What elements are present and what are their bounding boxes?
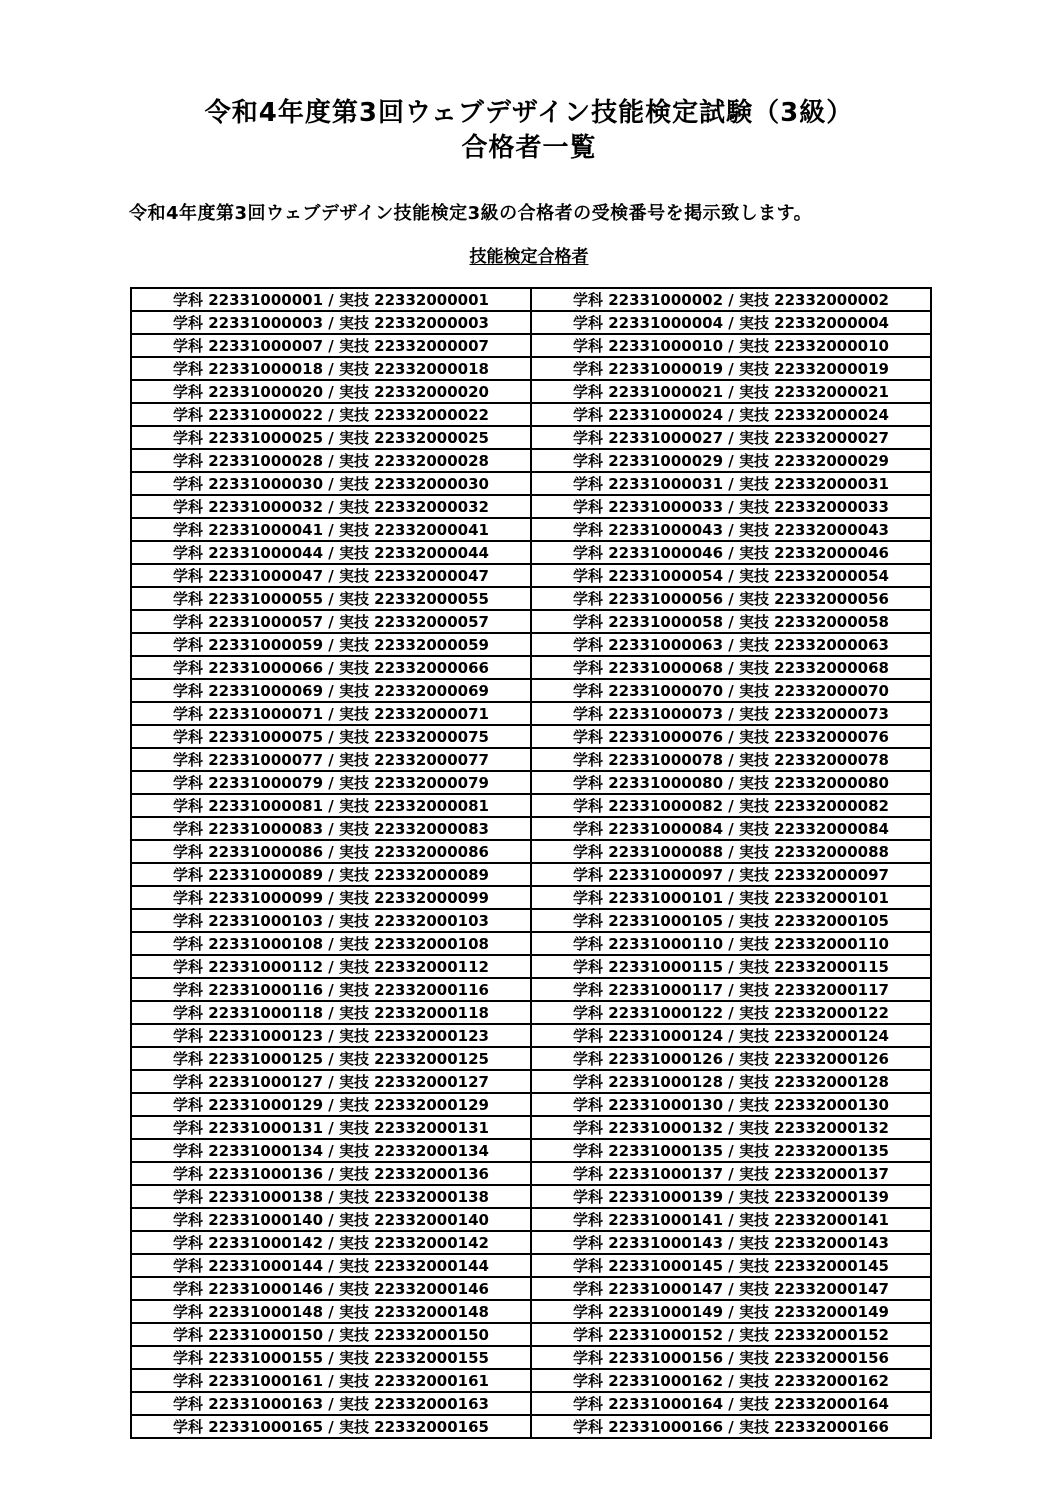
passer-cell: 学科 22331000132 / 実技 22332000132 [531,1116,931,1139]
table-row [131,403,931,426]
table-row [131,932,931,955]
passer-cell: 学科 22331000057 / 実技 22332000057 [131,610,531,633]
passer-cell: 学科 22331000141 / 実技 22332000141 [531,1208,931,1231]
passer-cell: 学科 22331000143 / 実技 22332000143 [531,1231,931,1254]
passers-table-body [131,288,931,1438]
passer-cell: 学科 22331000123 / 実技 22332000123 [131,1024,531,1047]
passer-cell: 学科 22331000041 / 実技 22332000041 [131,518,531,541]
passer-cell: 学科 22331000027 / 実技 22332000027 [531,426,931,449]
table-row [131,1369,931,1392]
passers-table [130,287,932,1439]
table-row [131,1093,931,1116]
table-row [131,748,931,771]
table-row [131,1300,931,1323]
passer-cell: 学科 22331000075 / 実技 22332000075 [131,725,531,748]
passer-cell: 学科 22331000149 / 実技 22332000149 [531,1300,931,1323]
page-title-line2: 合格者一覧 [461,133,597,163]
passer-cell: 学科 22331000156 / 実技 22332000156 [531,1346,931,1369]
passer-cell: 学科 22331000033 / 実技 22332000033 [531,495,931,518]
passer-cell: 学科 22331000140 / 実技 22332000140 [131,1208,531,1231]
passer-cell: 学科 22331000070 / 実技 22332000070 [531,679,931,702]
passer-cell: 学科 22331000021 / 実技 22332000021 [531,380,931,403]
passer-cell: 学科 22331000004 / 実技 22332000004 [531,311,931,334]
passer-cell: 学科 22331000146 / 実技 22332000146 [131,1277,531,1300]
passer-cell: 学科 22331000138 / 実技 22332000138 [131,1185,531,1208]
passer-cell: 学科 22331000025 / 実技 22332000025 [131,426,531,449]
passer-cell: 学科 22331000001 / 実技 22332000001 [131,288,531,311]
table-row [131,587,931,610]
passer-cell: 学科 22331000079 / 実技 22332000079 [131,771,531,794]
passer-cell: 学科 22331000010 / 実技 22332000010 [531,334,931,357]
passer-cell: 学科 22331000097 / 実技 22332000097 [531,863,931,886]
passer-cell: 学科 22331000077 / 実技 22332000077 [131,748,531,771]
passer-cell: 学科 22331000073 / 実技 22332000073 [531,702,931,725]
passer-cell: 学科 22331000028 / 実技 22332000028 [131,449,531,472]
passer-cell: 学科 22331000105 / 実技 22332000105 [531,909,931,932]
passer-cell: 学科 22331000076 / 実技 22332000076 [531,725,931,748]
passer-cell: 学科 22331000058 / 実技 22332000058 [531,610,931,633]
intro-text: 令和4年度第3回ウェブデザイン技能検定3級の合格者の受検番号を掲示致します。 [129,203,813,224]
passer-cell: 学科 22331000152 / 実技 22332000152 [531,1323,931,1346]
table-row [131,1346,931,1369]
table-row [131,334,931,357]
table-row [131,909,931,932]
passer-cell: 学科 22331000080 / 実技 22332000080 [531,771,931,794]
table-row [131,1139,931,1162]
table-row [131,886,931,909]
passer-cell: 学科 22331000066 / 実技 22332000066 [131,656,531,679]
passer-cell: 学科 22331000134 / 実技 22332000134 [131,1139,531,1162]
passer-cell: 学科 22331000054 / 実技 22332000054 [531,564,931,587]
passer-cell: 学科 22331000019 / 実技 22332000019 [531,357,931,380]
passer-cell: 学科 22331000071 / 実技 22332000071 [131,702,531,725]
passer-cell: 学科 22331000018 / 実技 22332000018 [131,357,531,380]
passer-cell: 学科 22331000124 / 実技 22332000124 [531,1024,931,1047]
passer-cell: 学科 22331000136 / 実技 22332000136 [131,1162,531,1185]
passer-cell: 学科 22331000142 / 実技 22332000142 [131,1231,531,1254]
table-row [131,564,931,587]
table-row [131,771,931,794]
passer-cell: 学科 22331000055 / 実技 22332000055 [131,587,531,610]
passer-cell: 学科 22331000126 / 実技 22332000126 [531,1047,931,1070]
passer-cell: 学科 22331000117 / 実技 22332000117 [531,978,931,1001]
table-row [131,725,931,748]
passer-cell: 学科 22331000020 / 実技 22332000020 [131,380,531,403]
table-row [131,1162,931,1185]
passer-cell: 学科 22331000144 / 実技 22332000144 [131,1254,531,1277]
table-row [131,1047,931,1070]
table-row [131,518,931,541]
table-row [131,1277,931,1300]
table-row [131,495,931,518]
passer-cell: 学科 22331000135 / 実技 22332000135 [531,1139,931,1162]
passer-cell: 学科 22331000115 / 実技 22332000115 [531,955,931,978]
table-row [131,679,931,702]
passer-cell: 学科 22331000103 / 実技 22332000103 [131,909,531,932]
table-row [131,1116,931,1139]
table-row [131,794,931,817]
passer-cell: 学科 22331000099 / 実技 22332000099 [131,886,531,909]
passer-cell: 学科 22331000129 / 実技 22332000129 [131,1093,531,1116]
passer-cell: 学科 22331000024 / 実技 22332000024 [531,403,931,426]
passer-cell: 学科 22331000101 / 実技 22332000101 [531,886,931,909]
passer-cell: 学科 22331000056 / 実技 22332000056 [531,587,931,610]
table-row [131,1024,931,1047]
section-heading [0,242,1058,267]
passer-cell: 学科 22331000089 / 実技 22332000089 [131,863,531,886]
table-row [131,1323,931,1346]
table-row [131,1415,931,1438]
table-row [131,541,931,564]
passer-cell: 学科 22331000088 / 実技 22332000088 [531,840,931,863]
passer-cell: 学科 22331000164 / 実技 22332000164 [531,1392,931,1415]
table-row [131,840,931,863]
table-row [131,426,931,449]
passer-cell: 学科 22331000116 / 実技 22332000116 [131,978,531,1001]
table-row [131,817,931,840]
passer-cell: 学科 22331000084 / 実技 22332000084 [531,817,931,840]
passer-cell: 学科 22331000046 / 実技 22332000046 [531,541,931,564]
table-row [131,311,931,334]
passer-cell: 学科 22331000029 / 実技 22332000029 [531,449,931,472]
passer-cell: 学科 22331000003 / 実技 22332000003 [131,311,531,334]
passer-cell: 学科 22331000128 / 実技 22332000128 [531,1070,931,1093]
passer-cell: 学科 22331000137 / 実技 22332000137 [531,1162,931,1185]
table-row [131,978,931,1001]
passer-cell: 学科 22331000002 / 実技 22332000002 [531,288,931,311]
passer-cell: 学科 22331000139 / 実技 22332000139 [531,1185,931,1208]
passer-cell: 学科 22331000118 / 実技 22332000118 [131,1001,531,1024]
passer-cell: 学科 22331000086 / 実技 22332000086 [131,840,531,863]
table-row [131,863,931,886]
passer-cell: 学科 22331000022 / 実技 22332000022 [131,403,531,426]
table-row [131,357,931,380]
table-row [131,1001,931,1024]
table-row [131,1231,931,1254]
table-row [131,955,931,978]
passer-cell: 学科 22331000163 / 実技 22332000163 [131,1392,531,1415]
passer-cell: 学科 22331000047 / 実技 22332000047 [131,564,531,587]
table-row [131,702,931,725]
passer-cell: 学科 22331000083 / 実技 22332000083 [131,817,531,840]
passer-cell: 学科 22331000125 / 実技 22332000125 [131,1047,531,1070]
passer-cell: 学科 22331000122 / 実技 22332000122 [531,1001,931,1024]
passer-cell: 学科 22331000063 / 実技 22332000063 [531,633,931,656]
passer-cell: 学科 22331000044 / 実技 22332000044 [131,541,531,564]
table-row [131,380,931,403]
passer-cell: 学科 22331000081 / 実技 22332000081 [131,794,531,817]
section-heading-label: 技能検定合格者 [469,247,589,267]
passer-cell: 学科 22331000127 / 実技 22332000127 [131,1070,531,1093]
table-row [131,1070,931,1093]
passer-cell: 学科 22331000155 / 実技 22332000155 [131,1346,531,1369]
table-row [131,1392,931,1415]
passer-cell: 学科 22331000030 / 実技 22332000030 [131,472,531,495]
passer-cell: 学科 22331000162 / 実技 22332000162 [531,1369,931,1392]
passer-cell: 学科 22331000007 / 実技 22332000007 [131,334,531,357]
passer-cell: 学科 22331000043 / 実技 22332000043 [531,518,931,541]
passer-cell: 学科 22331000112 / 実技 22332000112 [131,955,531,978]
passer-cell: 学科 22331000068 / 実技 22332000068 [531,656,931,679]
passer-cell: 学科 22331000145 / 実技 22332000145 [531,1254,931,1277]
passer-cell: 学科 22331000032 / 実技 22332000032 [131,495,531,518]
table-row [131,656,931,679]
passer-cell: 学科 22331000161 / 実技 22332000161 [131,1369,531,1392]
page-title-line1: 令和4年度第3回ウェブデザイン技能検定試験（3級） [204,98,854,128]
passer-cell: 学科 22331000130 / 実技 22332000130 [531,1093,931,1116]
table-row [131,1185,931,1208]
table-row [131,288,931,311]
passer-cell: 学科 22331000078 / 実技 22332000078 [531,748,931,771]
passer-cell: 学科 22331000148 / 実技 22332000148 [131,1300,531,1323]
passer-cell: 学科 22331000059 / 実技 22332000059 [131,633,531,656]
passer-cell: 学科 22331000108 / 実技 22332000108 [131,932,531,955]
passer-cell: 学科 22331000165 / 実技 22332000165 [131,1415,531,1438]
passer-cell: 学科 22331000150 / 実技 22332000150 [131,1323,531,1346]
passer-cell: 学科 22331000082 / 実技 22332000082 [531,794,931,817]
table-row [131,449,931,472]
passer-cell: 学科 22331000131 / 実技 22332000131 [131,1116,531,1139]
page-title [0,96,1058,166]
table-row [131,1254,931,1277]
table-row [131,472,931,495]
table-row [131,633,931,656]
table-row [131,1208,931,1231]
passer-cell: 学科 22331000069 / 実技 22332000069 [131,679,531,702]
passer-cell: 学科 22331000166 / 実技 22332000166 [531,1415,931,1438]
table-row [131,610,931,633]
passer-cell: 学科 22331000147 / 実技 22332000147 [531,1277,931,1300]
passer-cell: 学科 22331000110 / 実技 22332000110 [531,932,931,955]
passer-cell: 学科 22331000031 / 実技 22332000031 [531,472,931,495]
